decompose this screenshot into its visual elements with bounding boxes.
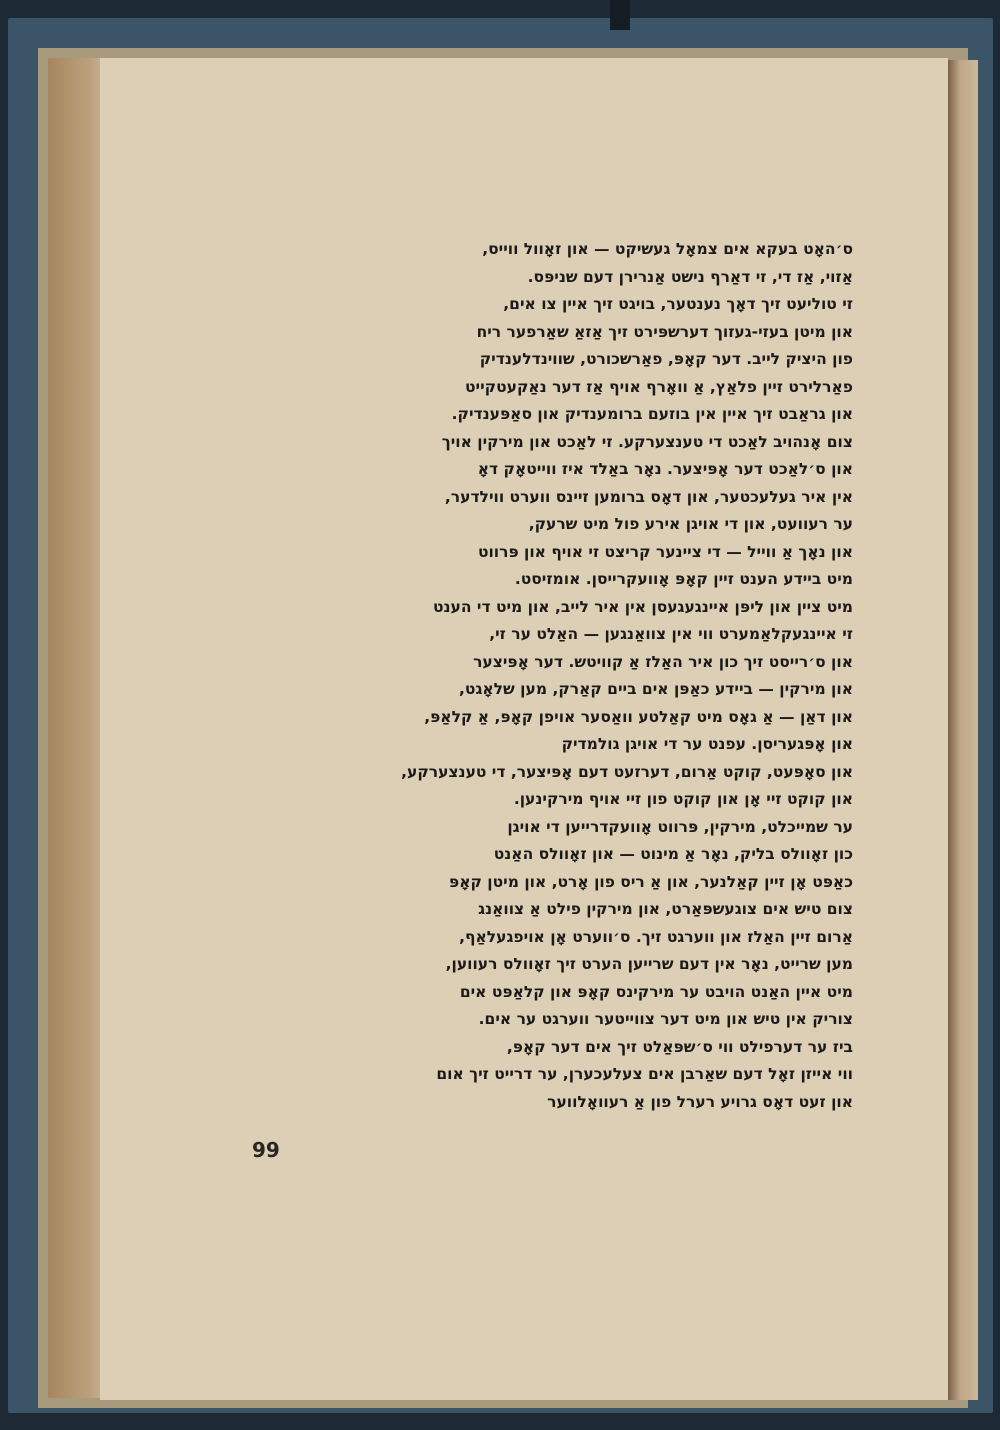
text-line: אין איר געלעכטער, און דאָס ברומען זיינס ווערט ווילדער, xyxy=(444,487,853,506)
text-line: און נאָך אַ ווייל — די ציינער קריצט זי אויף און פּרווט xyxy=(477,542,853,561)
spine-gap xyxy=(610,0,630,30)
page-number: 99 xyxy=(252,1138,280,1162)
text-line: און מירקין — ביידע כאַפּן אים ביים קאַרק, מען שלאָגט, xyxy=(459,680,853,698)
text-line: און גראַבט זיך איין אין בוזעם ברומענדיק און סאַפּענדיק. xyxy=(451,405,853,423)
text-line: מיט איין האַנט הויבט ער מירקינס קאָפּ און קלאַפּט אים xyxy=(459,982,853,1001)
text-line: אַרום זיין האַלז און ווערגט זיך. ס׳ווערט אָן אויפגעלאַף, xyxy=(459,927,853,946)
text-line: פאַרלירט זיין פלאַץ, אַ וואָרף אויף אַז דער נאַקעטקייט xyxy=(465,377,853,396)
text-line: און ס׳רייסט זיך כון איר האַלז אַ קוויטש. דער אָפּיצער xyxy=(473,652,853,671)
text-line: ס׳האָט בעקא אים צמאָל געשיקט — און זאָוול ווייס, xyxy=(482,240,853,258)
text-line: און זעט דאָס גרויע רערל פון אַ רעוואָלווער xyxy=(547,1092,853,1111)
text-line: ער שמייכלט, מירקין, פּרווט אָוועקדרייען די אויגן xyxy=(507,817,853,836)
text-line: און אָפּגעריסן. עפנט ער די אויגן גולמדיק xyxy=(561,735,853,753)
text-line: מיט ביידע הענט זיין קאָפּ אָוועקרייסן. אומזיסט. xyxy=(514,570,853,588)
text-line: און דאַן — אַ גאָס מיט קאַלטע וואַסער אויפן קאָפּ, אַ קלאַפּ, xyxy=(424,707,853,726)
text-line: כאַפּט אָן זיין קאַלנער, און אַ ריס פון אָרט, און מיטן קאָפּ xyxy=(449,872,853,891)
text-line: זי איינגעקלאַמערט ווי אין צוואַנגען — האַלט ער זי, xyxy=(489,625,853,643)
text-line: און קוקט זיי אָן און קוקט פון זיי אויף מירקינען. xyxy=(513,790,853,808)
text-line: און מיטן בעזי-געזוך דערשפּירט זיך אַזאַ שאַרפער ריח xyxy=(476,322,853,341)
text-line: צום אָנהויב לאַכט די טענצערקע. זי לאַכט און מירקין אויך xyxy=(441,432,853,451)
text-line: כון זאָוולס בליק, נאָר אַ מינוט — און זאָוולס האַנט xyxy=(493,845,853,863)
text-line: ביז ער דערפילט ווי ס׳שפּאַלט זיך אים דער קאָפּ, xyxy=(506,1037,853,1056)
text-line: צום טיש אים צוגעשפּאַרט, און מירקין פילט אַ צוואַנג xyxy=(478,900,853,918)
text-line: ער רעוועט, און די אויגן אירע פול מיט שרעק, xyxy=(528,515,853,533)
text-line: מען שרייט, נאָר אין דעם שרייען הערט זיך זאָוולס רעווען, xyxy=(445,955,853,973)
text-line: צוריק אין טיש און מיט דער צווייטער ווערגט ער אים. xyxy=(478,1010,853,1028)
page-gutter xyxy=(48,58,106,1398)
text-line: מיט ציין און ליפּן איינגעגעסן אין איר לייב, און מיט די הענט xyxy=(432,597,853,616)
page-text xyxy=(298,236,853,1116)
text-line: און סאָפּעט, קוקט אַרום, דערזעט דעם אָפּיצער, די טענצערקע, xyxy=(401,762,853,781)
text-line: אַזוי, אַז די, זי דאַרף נישט אַנרירן דעם שניפּס. xyxy=(527,267,853,286)
text-line: פון היציק לייב. דער קאָפּ, פאַרשכורט, שווינדלענדיק xyxy=(479,350,853,368)
text-line: זי טוליעט זיך דאָך נענטער, בויגט זיך איין צו אים, xyxy=(503,295,853,313)
next-page-edge xyxy=(948,60,978,1400)
text-line: ווי אייזן זאָל דעם שאַרבן אים צעלעכערן, ער דרייט זיך אום xyxy=(436,1065,853,1083)
text-line: און ס׳לאַכט דער אָפּיצער. נאָר באַלד איז ווייטאָק דאָ xyxy=(477,460,853,478)
